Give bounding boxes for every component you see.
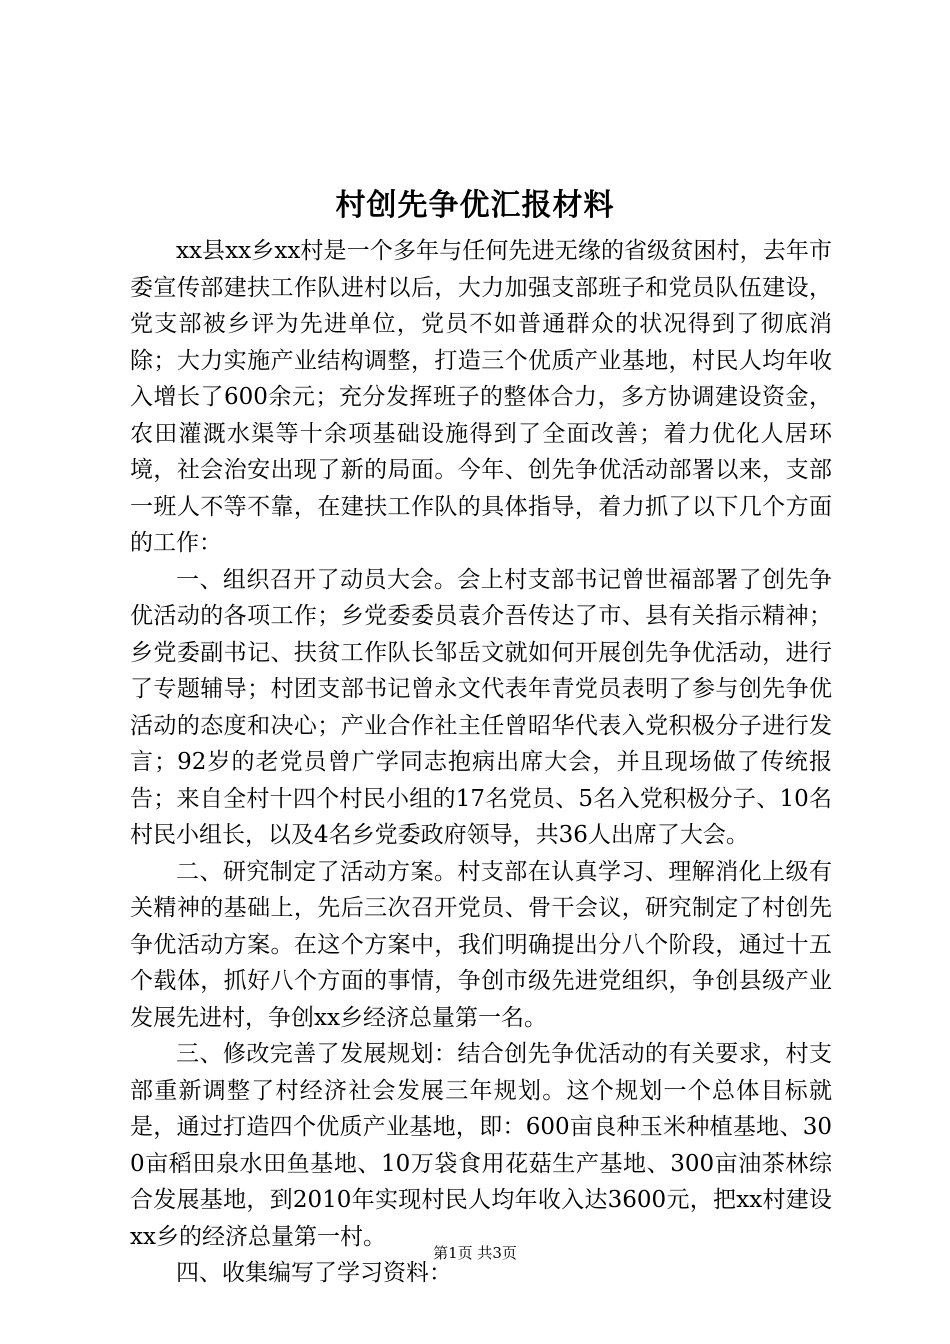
document-body <box>130 233 832 1292</box>
paragraph-section-2: 二、研究制定了活动方案。村支部在认真学习、理解消化上级有关精神的基础上，先后三次召开党员、骨干会议，研究制定了村创先争优活动方案。在这个方案中，我们明确提出分八个阶段，通过十五个载体，抓好八个方面的事情，争创市级先进党组织，争创县级产业发展先进村，争创xx乡经济总量第一名。 <box>130 858 832 1031</box>
paragraph-section-4: 四、收集编写了学习资料： <box>176 1260 452 1286</box>
paragraph-section-1: 一、组织召开了动员大会。会上村支部书记曾世福部署了创先争优活动的各项工作；乡党委委员袁介吾传达了市、县有关指示精神；乡党委副书记、扶贫工作队长邹岳文就如何开展创先争优活动，进行了专题辅导；村团支部书记曾永文代表年青党员表明了参与创先争优活动的态度和决心；产业合作社主任曾昭华代表入党积极分子进行发言；92岁的老党员曾广学同志抱病出席大会，并且现场做了传统报告；来自全村十四个村民小组的17名党员、5名入党积极分子、10名村民小组长，以及4名乡党委政府领导，共36人出席了大会。 <box>130 566 832 848</box>
document-title: 村创先争优汇报材料 <box>335 188 615 223</box>
paragraph-section-3: 三、修改完善了发展规划：结合创先争优活动的有关要求，村支部重新调整了村经济社会发展三年规划。这个规划一个总体目标就是，通过打造四个优质产业基地，即：600亩良种玉米种植基地、300亩稻田泉水田鱼基地、10万袋食用花菇生产基地、300亩油茶林综合发展基地，到2010年实现村民人均年收入达3600元，把xx村建设xx乡的经济总量第一村。 <box>130 1041 832 1250</box>
paragraph-intro: xx县xx乡xx村是一个多年与任何先进无缘的省级贫困村，去年市委宣传部建扶工作队进村以后，大力加强支部班子和党员队伍建设，党支部被乡评为先进单位，党员不如普通群众的状况得到了彻底消除；大力实施产业结构调整，打造三个优质产业基地，村民人均年收入增长了600余元；充分发挥班子的整体合力，多方协调建设资金，农田灌溉水渠等十余项基础设施得到了全面改善；着力优化人居环境，社会治安出现了新的局面。今年、创先争优活动部署以来，支部一班人不等不靠，在建扶工作队的具体指导，着力抓了以下几个方面的工作： <box>130 238 832 556</box>
page-number-footer: 第1页 共3页 <box>433 1244 517 1262</box>
